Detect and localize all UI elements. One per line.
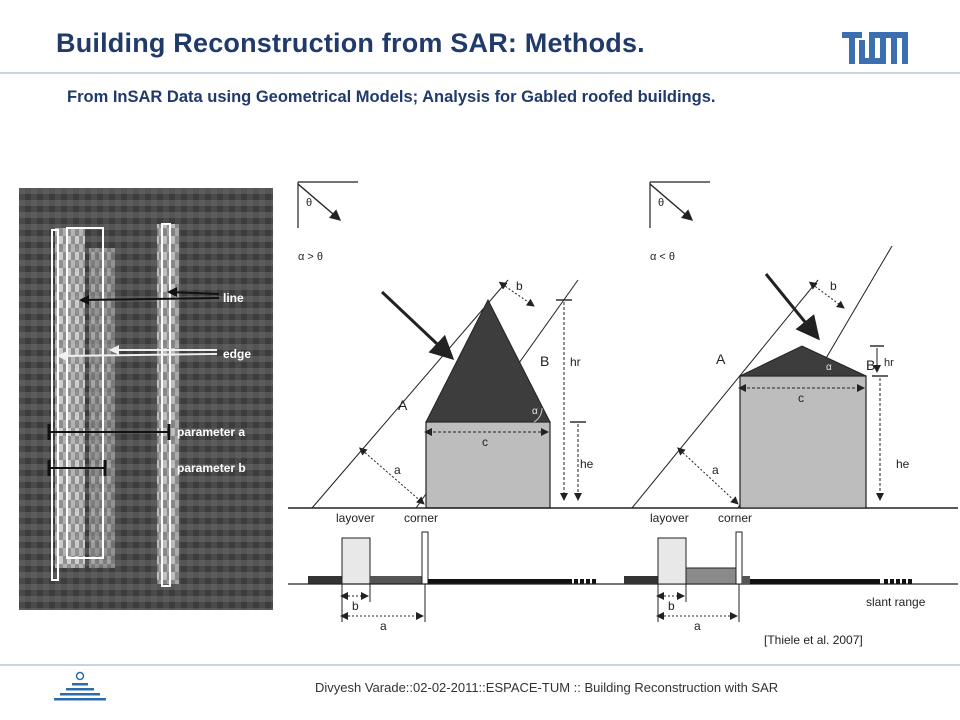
- right-signal-a-label: a: [694, 619, 701, 633]
- right-A-label: A: [716, 351, 726, 367]
- left-layover-label: layover: [336, 511, 375, 525]
- right-layover-label: layover: [650, 511, 689, 525]
- sar-label-parameter-b: parameter b: [177, 461, 246, 475]
- sar-label-edge: edge: [223, 347, 252, 361]
- sar-label-line: line: [223, 291, 244, 305]
- slide-title: Building Reconstruction from SAR: Methods.: [56, 28, 645, 58]
- left-c-label: c: [482, 435, 488, 449]
- right-condition: α < θ: [650, 251, 676, 263]
- slant-range-label: slant range: [866, 595, 926, 609]
- left-signal-b-label: b: [352, 599, 359, 613]
- left-b-label: b: [516, 279, 523, 293]
- citation: [Thiele et al. 2007]: [764, 633, 863, 647]
- espace-logo: [52, 670, 108, 710]
- left-hr-label: hr: [570, 355, 581, 369]
- sar-label-parameter-a: parameter a: [177, 425, 246, 439]
- left-condition: α > θ: [298, 251, 324, 263]
- right-hr-label: hr: [884, 357, 894, 369]
- title-divider: [0, 72, 960, 74]
- right-case: [624, 182, 912, 633]
- right-B-label: B: [866, 357, 876, 373]
- left-theta-label: θ: [306, 197, 313, 209]
- right-alpha-label: α: [826, 362, 832, 373]
- right-a-label: a: [712, 463, 719, 477]
- right-b-label: b: [830, 279, 837, 293]
- left-A-label: A: [398, 397, 408, 413]
- tum-logo: [842, 32, 908, 66]
- left-he-label: he: [580, 457, 594, 471]
- right-theta-label: θ: [658, 197, 665, 209]
- right-corner-label: corner: [718, 511, 753, 525]
- left-corner-label: corner: [404, 511, 439, 525]
- left-B-label: B: [540, 353, 550, 369]
- left-alpha-label: α: [532, 406, 538, 417]
- right-c-label: c: [798, 391, 804, 405]
- slide-subtitle: From InSAR Data using Geometrical Models; Analysis for Gabled roofed buildings.: [67, 88, 716, 106]
- left-signal-a-label: a: [380, 619, 387, 633]
- right-he-label: he: [896, 457, 910, 471]
- right-signal-b-label: b: [668, 599, 675, 613]
- left-case: [298, 182, 596, 633]
- left-a-label: a: [394, 463, 401, 477]
- footer-text: Divyesh Varade::02-02-2011::ESPACE-TUM :: Building Reconstruction with SAR: [315, 680, 779, 695]
- sar-image: [19, 188, 273, 610]
- geometry-diagram: [288, 170, 958, 660]
- footer-divider: [0, 664, 960, 666]
